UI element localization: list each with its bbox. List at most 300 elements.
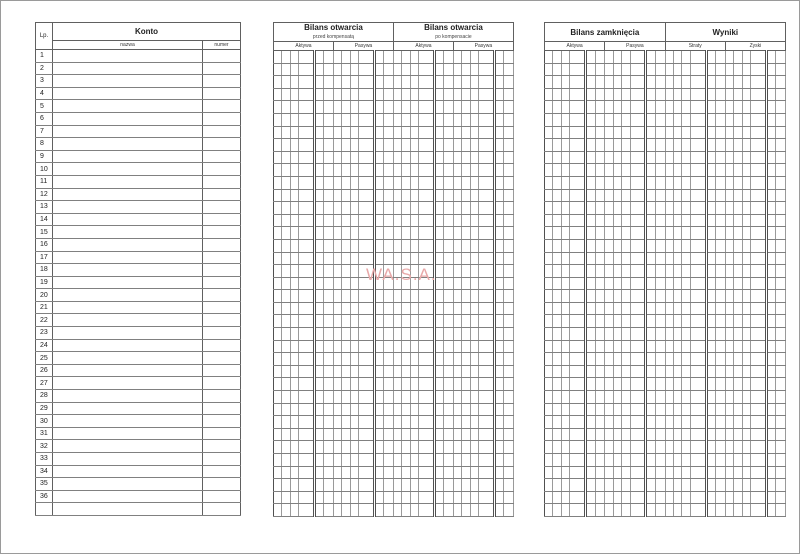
bilans-zamkniecia-amount-cell [561, 126, 569, 139]
bilans-zamkniecia-amount-cell [605, 479, 613, 492]
bilans-zamkniecia-amount-cell [716, 340, 726, 353]
bilans-otwarcia-amount-cell [350, 51, 358, 64]
bilans-otwarcia-amount-cell [342, 378, 350, 391]
bilans-zamkniecia-amount-cell [665, 466, 673, 479]
bilans-otwarcia-amount-cell [324, 365, 334, 378]
bilans-otwarcia-amount-cell [470, 466, 478, 479]
table-row [274, 176, 514, 189]
bilans-otwarcia-amount-cell [479, 504, 495, 517]
bilans-otwarcia-amount-cell [314, 139, 324, 152]
bilans-zamkniecia-amount-cell [553, 441, 561, 454]
nazwa-cell [53, 327, 203, 340]
bilans-zamkniecia-amount-cell [690, 202, 706, 215]
bilans-otwarcia-amount-cell [453, 491, 461, 504]
bilans-otwarcia-amount-cell [402, 328, 410, 341]
bilans-zamkniecia-amount-cell [595, 252, 605, 265]
row-number: 17 [36, 251, 53, 264]
bilans-zamkniecia-amount-cell [682, 239, 690, 252]
bilans-zamkniecia-amount-cell [553, 466, 561, 479]
row-number: 35 [36, 478, 53, 491]
bilans-zamkniecia-amount-cell [665, 176, 673, 189]
bilans-otwarcia-amount-cell [410, 428, 418, 441]
bilans-zamkniecia-amount-cell [751, 88, 767, 101]
bilans-otwarcia-amount-cell [350, 340, 358, 353]
bilans-otwarcia-amount-cell [504, 202, 514, 215]
bilans-zamkniecia-amount-cell [690, 479, 706, 492]
numer-cell [203, 478, 241, 491]
bilans-otwarcia-amount-cell [419, 504, 435, 517]
bilans-otwarcia-amount-cell [282, 454, 290, 467]
bilans-zamkniecia-amount-cell [742, 113, 750, 126]
table-row [545, 126, 786, 139]
bilans-zamkniecia-amount-cell [674, 189, 682, 202]
bilans-otwarcia-amount-cell [299, 479, 315, 492]
bilans-zamkniecia-amount-cell [674, 328, 682, 341]
bilans-otwarcia-amount-cell [324, 126, 334, 139]
bilans-otwarcia-amount-cell [290, 328, 298, 341]
bilans-zamkniecia-amount-cell [605, 428, 613, 441]
bilans-otwarcia-amount-cell [410, 403, 418, 416]
bilans-otwarcia-amount-cell [282, 76, 290, 89]
bilans-zamkniecia-amount-cell [665, 454, 673, 467]
bilans-otwarcia-amount-cell [419, 466, 435, 479]
table-row [36, 301, 241, 314]
bilans-zamkniecia-amount-cell [742, 479, 750, 492]
bilans-otwarcia-amount-cell [402, 139, 410, 152]
table-row [274, 378, 514, 391]
bilans-zamkniecia-amount-cell [706, 151, 716, 164]
aktywa-header-3: Aktywa [545, 42, 605, 51]
bilans-otwarcia-amount-cell [359, 391, 375, 404]
bilans-zamkniecia-amount-cell [595, 76, 605, 89]
bilans-zamkniecia-amount-cell [742, 88, 750, 101]
bilans-otwarcia-amount-cell [462, 391, 470, 404]
bilans-zamkniecia-amount-cell [682, 189, 690, 202]
bilans-zamkniecia-amount-cell [585, 227, 595, 240]
bilans-zamkniecia-amount-cell [595, 328, 605, 341]
row-number: 25 [36, 352, 53, 365]
bilans-zamkniecia-amount-cell [734, 252, 742, 265]
bilans-zamkniecia-amount-cell [545, 63, 553, 76]
bilans-zamkniecia-amount-cell [706, 290, 716, 303]
bilans-otwarcia-amount-cell [444, 328, 454, 341]
bilans-otwarcia-amount-cell [350, 126, 358, 139]
bilans-otwarcia-amount-cell [374, 491, 384, 504]
bilans-otwarcia-amount-cell [494, 491, 504, 504]
table-row [36, 352, 241, 365]
bilans-zamkniecia-amount-cell [766, 353, 776, 366]
bilans-otwarcia-amount-cell [274, 252, 282, 265]
bilans-zamkniecia-amount-cell [706, 466, 716, 479]
bilans-otwarcia-amount-cell [384, 466, 394, 479]
bilans-otwarcia-amount-cell [410, 353, 418, 366]
table-row [36, 490, 241, 503]
bilans-zamkniecia-amount-cell [561, 479, 569, 492]
bilans-zamkniecia-amount-cell [613, 239, 621, 252]
bilans-otwarcia-amount-cell [290, 126, 298, 139]
bilans-zamkniecia-amount-cell [545, 302, 553, 315]
bilans-zamkniecia-amount-cell [682, 454, 690, 467]
bilans-otwarcia-amount-cell [374, 139, 384, 152]
bilans-zamkniecia-amount-cell [690, 466, 706, 479]
numer-cell [203, 503, 241, 516]
bilans-otwarcia-amount-cell [333, 63, 341, 76]
bilans-zamkniecia-amount-cell [553, 353, 561, 366]
bilans-otwarcia-amount-cell [299, 139, 315, 152]
bilans-otwarcia-amount-cell [410, 391, 418, 404]
bilans-zamkniecia-amount-cell [595, 353, 605, 366]
bilans-zamkniecia-amount-cell [585, 277, 595, 290]
bilans-otwarcia-amount-cell [419, 252, 435, 265]
bilans-zamkniecia-amount-cell [716, 139, 726, 152]
bilans-zamkniecia-amount-cell [716, 365, 726, 378]
bilans-otwarcia-amount-cell [444, 63, 454, 76]
nazwa-cell [53, 390, 203, 403]
bilans-zamkniecia-amount-cell [561, 454, 569, 467]
nazwa-cell [53, 150, 203, 163]
table-row [545, 239, 786, 252]
bilans-otwarcia-amount-cell [314, 491, 324, 504]
bilans-otwarcia-amount-cell [374, 340, 384, 353]
bilans-otwarcia-amount-cell [453, 126, 461, 139]
bilans-otwarcia-amount-cell [494, 164, 504, 177]
bilans-otwarcia-amount-cell [384, 340, 394, 353]
bilans-zamkniecia-amount-cell [646, 126, 656, 139]
bilans-zamkniecia-amount-cell [630, 252, 646, 265]
bilans-zamkniecia-amount-cell [655, 277, 665, 290]
bilans-zamkniecia-amount-cell [734, 378, 742, 391]
bilans-otwarcia-amount-cell [359, 113, 375, 126]
bilans-zamkniecia-amount-cell [766, 202, 776, 215]
bilans-otwarcia-amount-cell [453, 214, 461, 227]
bilans-otwarcia-amount-cell [299, 302, 315, 315]
bilans-otwarcia-amount-cell [290, 214, 298, 227]
bilans-otwarcia-amount-cell [290, 378, 298, 391]
bilans-otwarcia-amount-cell [290, 101, 298, 114]
bilans-otwarcia-amount-cell [324, 466, 334, 479]
table-row [274, 189, 514, 202]
bilans-otwarcia-amount-cell [359, 101, 375, 114]
bilans-zamkniecia-amount-cell [561, 164, 569, 177]
bilans-otwarcia-amount-cell [274, 504, 282, 517]
bilans-zamkniecia-amount-cell [725, 239, 733, 252]
bilans-zamkniecia-amount-cell [665, 328, 673, 341]
bilans-zamkniecia-amount-cell [630, 76, 646, 89]
bilans-zamkniecia-amount-cell [655, 479, 665, 492]
table-row [36, 478, 241, 491]
bilans-otwarcia-amount-cell [384, 353, 394, 366]
bilans-otwarcia-amount-cell [299, 315, 315, 328]
bilans-otwarcia-amount-cell [359, 315, 375, 328]
zyski-header: Zyski [725, 42, 785, 51]
bilans-otwarcia-amount-cell [374, 504, 384, 517]
bilans-zamkniecia-amount-cell [751, 202, 767, 215]
bilans-zamkniecia-amount-cell [725, 202, 733, 215]
bilans-zamkniecia-amount-cell [742, 504, 750, 517]
bilans-otwarcia-amount-cell [453, 391, 461, 404]
row-number: 33 [36, 453, 53, 466]
bilans-otwarcia-amount-cell [434, 315, 444, 328]
bilans-zamkniecia-amount-cell [690, 265, 706, 278]
bilans-zamkniecia-amount-cell [585, 151, 595, 164]
bilans-otwarcia-amount-cell [374, 126, 384, 139]
bilans-otwarcia-amount-cell [314, 214, 324, 227]
bilans-zamkniecia-amount-cell [766, 51, 776, 64]
nazwa-cell [53, 314, 203, 327]
bilans-zamkniecia-amount-cell [682, 491, 690, 504]
bilans-otwarcia-amount-cell [434, 63, 444, 76]
numer-cell [203, 87, 241, 100]
bilans-zamkniecia-amount-cell [545, 441, 553, 454]
bilans-otwarcia-amount-cell [402, 479, 410, 492]
bilans-otwarcia-amount-cell [333, 252, 341, 265]
bilans-otwarcia-amount-cell [274, 479, 282, 492]
bilans-otwarcia-amount-cell [494, 403, 504, 416]
bilans-zamkniecia-amount-cell [751, 378, 767, 391]
bilans-otwarcia-amount-cell [453, 290, 461, 303]
row-number: 29 [36, 402, 53, 415]
bilans-zamkniecia-amount-cell [561, 139, 569, 152]
table-row [36, 75, 241, 88]
bilans-otwarcia-amount-cell [444, 164, 454, 177]
bilans-zamkniecia-amount-cell [725, 416, 733, 429]
bilans-zamkniecia-amount-cell [665, 491, 673, 504]
bilans-otwarcia-amount-cell [470, 416, 478, 429]
bilans-zamkniecia-amount-cell [655, 466, 665, 479]
bilans-zamkniecia-amount-cell [545, 164, 553, 177]
row-number: 32 [36, 440, 53, 453]
bilans-zamkniecia-amount-cell [570, 164, 586, 177]
bilans-otwarcia-amount-cell [290, 265, 298, 278]
bilans-zamkniecia-amount-cell [751, 252, 767, 265]
bilans-otwarcia-amount-cell [494, 239, 504, 252]
bilans-zamkniecia-amount-cell [613, 202, 621, 215]
bilans-zamkniecia-amount-cell [646, 504, 656, 517]
bilans-otwarcia-amount-cell [504, 365, 514, 378]
bilans-otwarcia-amount-cell [453, 113, 461, 126]
nazwa-cell [53, 364, 203, 377]
bilans-zamkniecia-amount-cell [613, 126, 621, 139]
bilans-otwarcia-amount-cell [274, 51, 282, 64]
bilans-zamkniecia-amount-cell [605, 202, 613, 215]
bilans-zamkniecia-amount-cell [630, 164, 646, 177]
table-row [545, 189, 786, 202]
table-row [545, 164, 786, 177]
numer-cell [203, 339, 241, 352]
bilans-otwarcia-amount-cell [393, 391, 401, 404]
bilans-zamkniecia-amount-cell [776, 176, 786, 189]
bilans-zamkniecia-amount-cell [706, 252, 716, 265]
bilans-otwarcia-amount-cell [479, 164, 495, 177]
bilans-otwarcia-amount-cell [350, 176, 358, 189]
bilans-otwarcia-amount-cell [314, 126, 324, 139]
bilans-zamkniecia-amount-cell [553, 340, 561, 353]
bilans-zamkniecia-amount-cell [553, 113, 561, 126]
bilans-zamkniecia-amount-cell [674, 227, 682, 240]
bilans-otwarcia-amount-cell [504, 290, 514, 303]
numer-cell [203, 427, 241, 440]
bilans-zamkniecia-amount-cell [545, 416, 553, 429]
bilans-zamkniecia-amount-cell [613, 76, 621, 89]
bilans-otwarcia-amount-cell [359, 88, 375, 101]
bilans-otwarcia-amount-cell [470, 302, 478, 315]
bilans-otwarcia-amount-cell [479, 378, 495, 391]
row-number: 36 [36, 490, 53, 503]
bilans-otwarcia-amount-cell [314, 302, 324, 315]
bilans-zamkniecia-amount-cell [716, 227, 726, 240]
nazwa-cell [53, 238, 203, 251]
bilans-otwarcia-amount-cell [402, 391, 410, 404]
bilans-zamkniecia-amount-cell [585, 428, 595, 441]
bilans-zamkniecia-amount-cell [716, 189, 726, 202]
bilans-otwarcia-amount-cell [462, 189, 470, 202]
bilans-otwarcia-amount-cell [374, 365, 384, 378]
bilans-otwarcia-amount-cell [350, 441, 358, 454]
bilans-otwarcia-amount-cell [434, 51, 444, 64]
bilans-otwarcia-amount-cell [419, 491, 435, 504]
bilans-zamkniecia-amount-cell [595, 504, 605, 517]
bilans-otwarcia-amount-cell [462, 466, 470, 479]
bilans-otwarcia-amount-cell [494, 340, 504, 353]
bilans-zamkniecia-amount-cell [646, 441, 656, 454]
bilans-zamkniecia-amount-cell [706, 428, 716, 441]
bilans-zamkniecia-amount-cell [595, 139, 605, 152]
bilans-zamkniecia-amount-cell [646, 378, 656, 391]
bilans-otwarcia-amount-cell [290, 391, 298, 404]
bilans-zamkniecia-amount-cell [706, 504, 716, 517]
bilans-otwarcia-amount-cell [282, 88, 290, 101]
bilans-otwarcia-amount-cell [282, 265, 290, 278]
bilans-zamkniecia-amount-cell [553, 378, 561, 391]
bilans-zamkniecia-amount-cell [622, 277, 630, 290]
bilans-otwarcia-amount-cell [419, 340, 435, 353]
bilans-otwarcia-amount-cell [410, 466, 418, 479]
bilans-zamkniecia-amount-cell [716, 126, 726, 139]
bilans-otwarcia-amount-cell [479, 391, 495, 404]
bilans-zamkniecia-amount-cell [706, 214, 716, 227]
bilans-otwarcia-amount-cell [342, 441, 350, 454]
bilans-zamkniecia-amount-cell [622, 189, 630, 202]
bilans-zamkniecia-amount-cell [595, 479, 605, 492]
row-number: 24 [36, 339, 53, 352]
bilans-zamkniecia-amount-cell [655, 88, 665, 101]
bilans-otwarcia-amount-cell [274, 441, 282, 454]
numer-cell [203, 251, 241, 264]
bilans-otwarcia-amount-cell [444, 441, 454, 454]
bilans-otwarcia-amount-cell [274, 176, 282, 189]
bilans-otwarcia-amount-cell [479, 176, 495, 189]
bilans-otwarcia-amount-cell [342, 454, 350, 467]
bilans-otwarcia-amount-cell [410, 252, 418, 265]
bilans-zamkniecia-amount-cell [561, 265, 569, 278]
bilans-otwarcia-amount-cell [402, 491, 410, 504]
bilans-otwarcia-amount-cell [504, 491, 514, 504]
bilans-zamkniecia-amount-cell [561, 113, 569, 126]
bilans-zamkniecia-amount-cell [605, 164, 613, 177]
bilans-zamkniecia-amount-cell [622, 353, 630, 366]
bilans-zamkniecia-amount-cell [570, 63, 586, 76]
nazwa-cell [53, 213, 203, 226]
bilans-zamkniecia-amount-cell [655, 315, 665, 328]
table-row [274, 365, 514, 378]
bilans-otwarcia-amount-cell [470, 113, 478, 126]
bilans-otwarcia-amount-cell [290, 63, 298, 76]
bilans-otwarcia-amount-cell [342, 466, 350, 479]
bilans-zamkniecia-amount-cell [622, 340, 630, 353]
bilans-zamkniecia-amount-cell [776, 139, 786, 152]
bilans-otwarcia-amount-cell [374, 202, 384, 215]
bilans-zamkniecia-amount-cell [646, 466, 656, 479]
bilans-zamkniecia-amount-cell [690, 340, 706, 353]
bilans-zamkniecia-amount-cell [682, 202, 690, 215]
bilans-otwarcia-amount-cell [299, 378, 315, 391]
bilans-otwarcia-amount-cell [314, 315, 324, 328]
bilans-zamkniecia-amount-cell [570, 139, 586, 152]
bilans-otwarcia-amount-cell [434, 365, 444, 378]
bilans-zamkniecia-amount-cell [570, 441, 586, 454]
bilans-zamkniecia-amount-cell [545, 252, 553, 265]
bilans-zamkniecia-amount-cell [622, 88, 630, 101]
bilans-otwarcia-amount-cell [384, 164, 394, 177]
bilans-otwarcia-amount-cell [393, 51, 401, 64]
numer-cell [203, 163, 241, 176]
bilans-zamkniecia-amount-cell [742, 353, 750, 366]
bilans-zamkniecia-amount-cell [742, 365, 750, 378]
bilans-otwarcia-amount-cell [324, 164, 334, 177]
numer-cell [203, 226, 241, 239]
bilans-zamkniecia-amount-cell [674, 403, 682, 416]
bilans-zamkniecia-amount-cell [622, 227, 630, 240]
nazwa-cell [53, 125, 203, 138]
table-row [274, 391, 514, 404]
bilans-zamkniecia-amount-cell [742, 328, 750, 341]
table-row [36, 339, 241, 352]
bilans-otwarcia-amount-cell [324, 504, 334, 517]
bilans-otwarcia-amount-cell [402, 441, 410, 454]
bilans-zamkniecia-amount-cell [742, 378, 750, 391]
bilans-otwarcia-amount-cell [504, 403, 514, 416]
bilans-otwarcia-amount-cell [282, 239, 290, 252]
bilans-otwarcia-amount-cell [453, 239, 461, 252]
bilans-zamkniecia-amount-cell [570, 466, 586, 479]
bilans-otwarcia-amount-cell [314, 328, 324, 341]
bilans-zamkniecia-amount-cell [690, 139, 706, 152]
bilans-otwarcia-amount-cell [350, 302, 358, 315]
bilans-zamkniecia-amount-cell [605, 113, 613, 126]
numer-cell [203, 415, 241, 428]
bilans-zamkniecia-amount-cell [585, 164, 595, 177]
bilans-zamkniecia-amount-cell [725, 88, 733, 101]
bilans-otwarcia-amount-cell [494, 227, 504, 240]
bilans-otwarcia-amount-cell [314, 428, 324, 441]
bilans-otwarcia-amount-cell [494, 189, 504, 202]
bilans-otwarcia-amount-cell [470, 441, 478, 454]
bilans-zamkniecia-amount-cell [553, 416, 561, 429]
bilans-zamkniecia-amount-cell [553, 227, 561, 240]
bilans-zamkniecia-amount-cell [716, 353, 726, 366]
bilans-otwarcia-amount-cell [453, 51, 461, 64]
bilans-zamkniecia-amount-cell [655, 101, 665, 114]
bilans-zamkniecia-amount-cell [613, 277, 621, 290]
bilans-zamkniecia-amount-cell [585, 378, 595, 391]
bilans-otwarcia-amount-cell [299, 51, 315, 64]
bilans-otwarcia-amount-cell [282, 126, 290, 139]
bilans-zamkniecia-amount-cell [665, 227, 673, 240]
table-row [274, 252, 514, 265]
bilans-zamkniecia-amount-cell [665, 88, 673, 101]
bilans-zamkniecia-amount-cell [646, 76, 656, 89]
bilans-otwarcia-amount-cell [282, 277, 290, 290]
